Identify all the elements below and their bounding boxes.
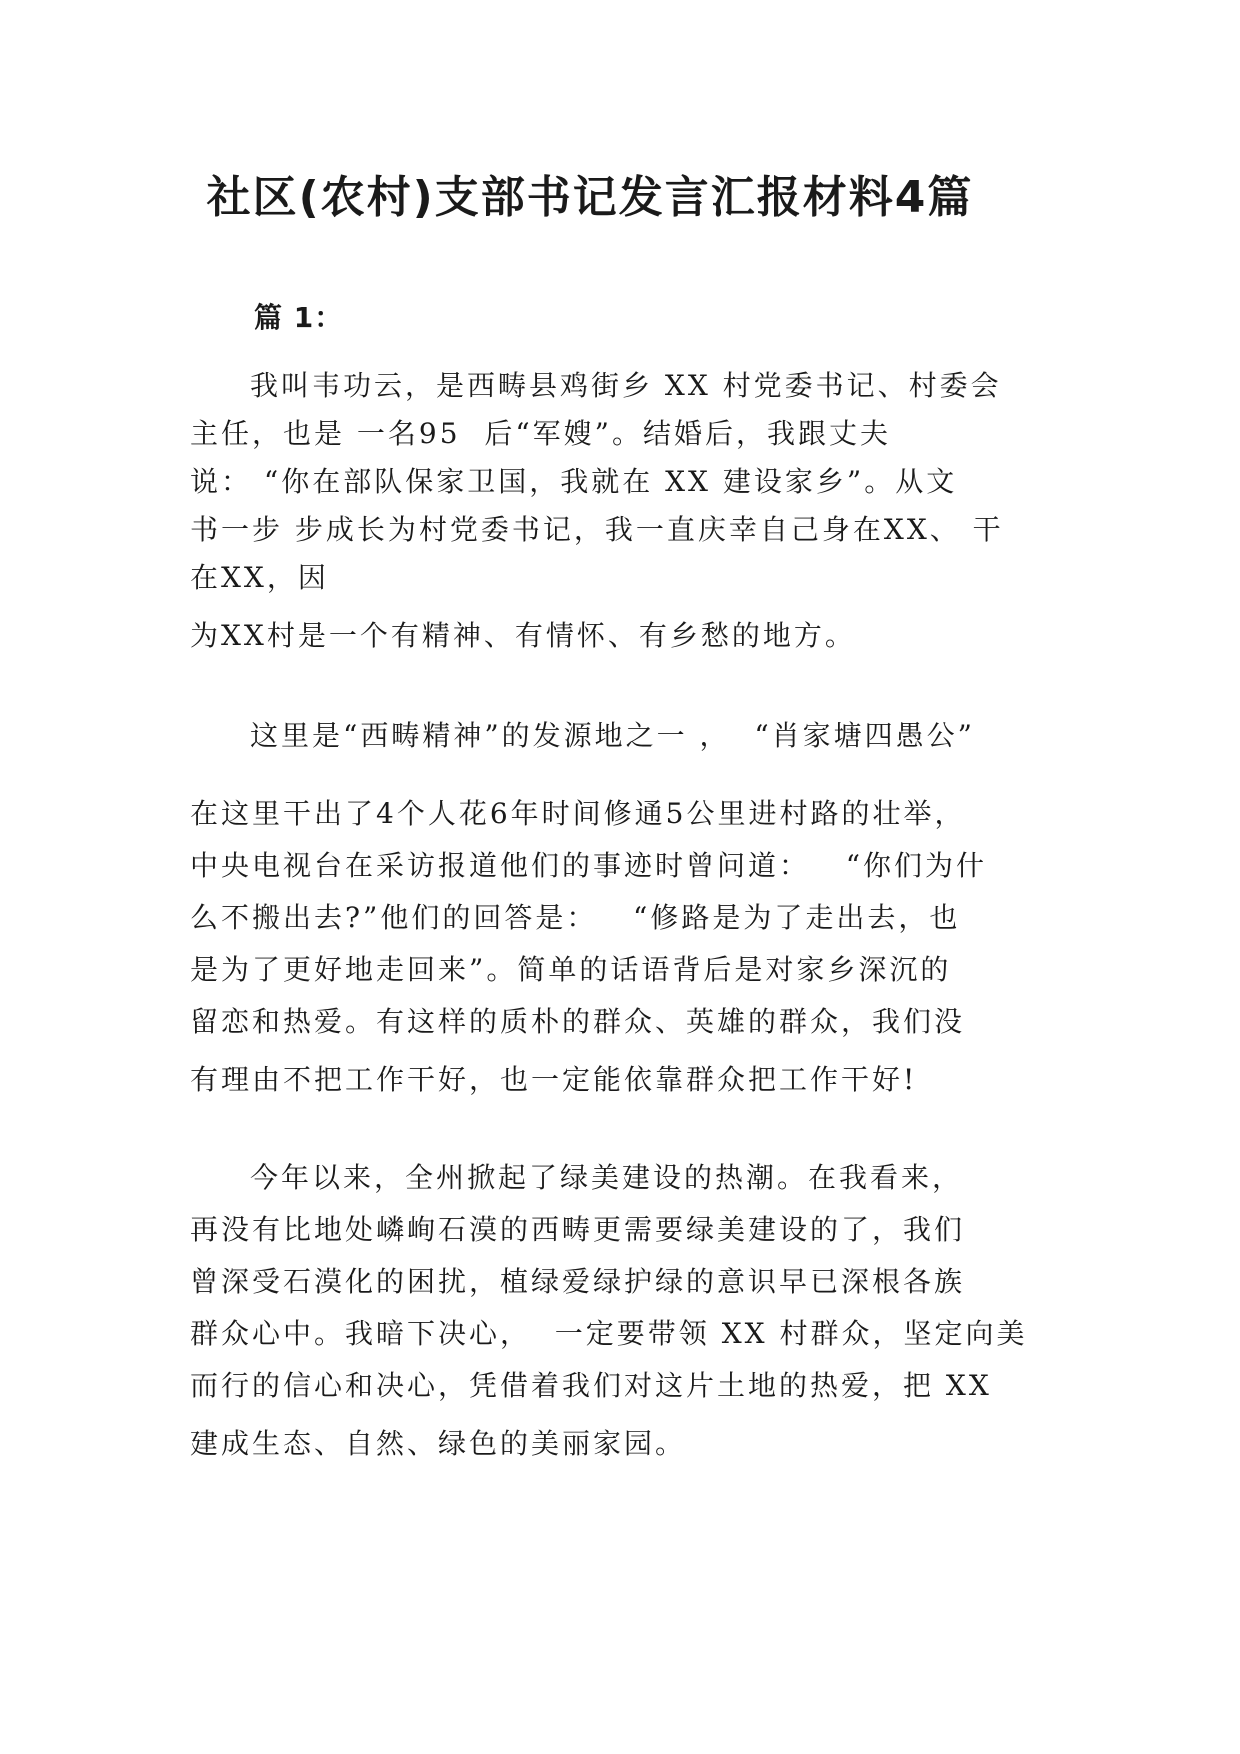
paragraph-line: 再没有比地处嶙峋石漠的西畴更需要绿美建设的了，我们 [190,1213,966,1246]
paragraph-line: 建成生态、自然、绿色的美丽家园。 [190,1427,687,1460]
paragraph-line: 说： “你在部队保家卫国，我就在 XX 建设家乡”。从文 [190,465,958,498]
paragraph-line: 这里是“西畴精神”的发源地之一 ， “肖家塘四愚公” [250,719,975,752]
paragraph-line: 么不搬出去?”他们的回答是： “修路是为了走出去，也 [190,901,961,934]
paragraph-line: 主任，也是 一名95 后“军嫂”。结婚后，我跟丈夫 [190,417,891,450]
paragraph-line: 中央电视台在采访报道他们的事迹时曾问道： “你们为什 [190,849,988,882]
paragraph-line: 在XX，因 [190,561,329,594]
paragraph-line: 是为了更好地走回来”。简单的话语背后是对家乡深沉的 [190,953,952,986]
paragraph-line: 书一步 步成长为村党委书记，我一直庆幸自己身在XX、 干 [190,513,1004,546]
paragraph-line: 我叫韦功云，是西畴县鸡街乡 XX 村党委书记、村委会 [250,369,1002,402]
paragraph-line: 在这里干出了4个人花6年时间修通5公里进村路的壮举， [190,797,966,830]
paragraph-line: 群众心中。我暗下决心， 一定要带领 XX 村群众，坚定向美 [190,1317,1028,1350]
paragraph-line: 曾深受石漠化的困扰，植绿爱绿护绿的意识早已深根各族 [190,1265,966,1298]
paragraph-line: 为XX村是一个有精神、有情怀、有乡愁的地方。 [190,619,856,652]
paragraph-line: 有理由不把工作干好，也一定能依靠群众把工作干好! [190,1063,918,1096]
paragraph-line: 而行的信心和决心，凭借着我们对这片土地的热爱，把 XX [190,1369,992,1402]
paragraph-line: 留恋和热爱。有这样的质朴的群众、英雄的群众，我们没 [190,1005,966,1038]
section-label: 篇 1： [254,301,344,334]
document-title: 社区(农村)支部书记发言汇报材料4篇 [206,172,974,223]
paragraph-line: 今年以来，全州掀起了绿美建设的热潮。在我看来， [250,1161,964,1194]
